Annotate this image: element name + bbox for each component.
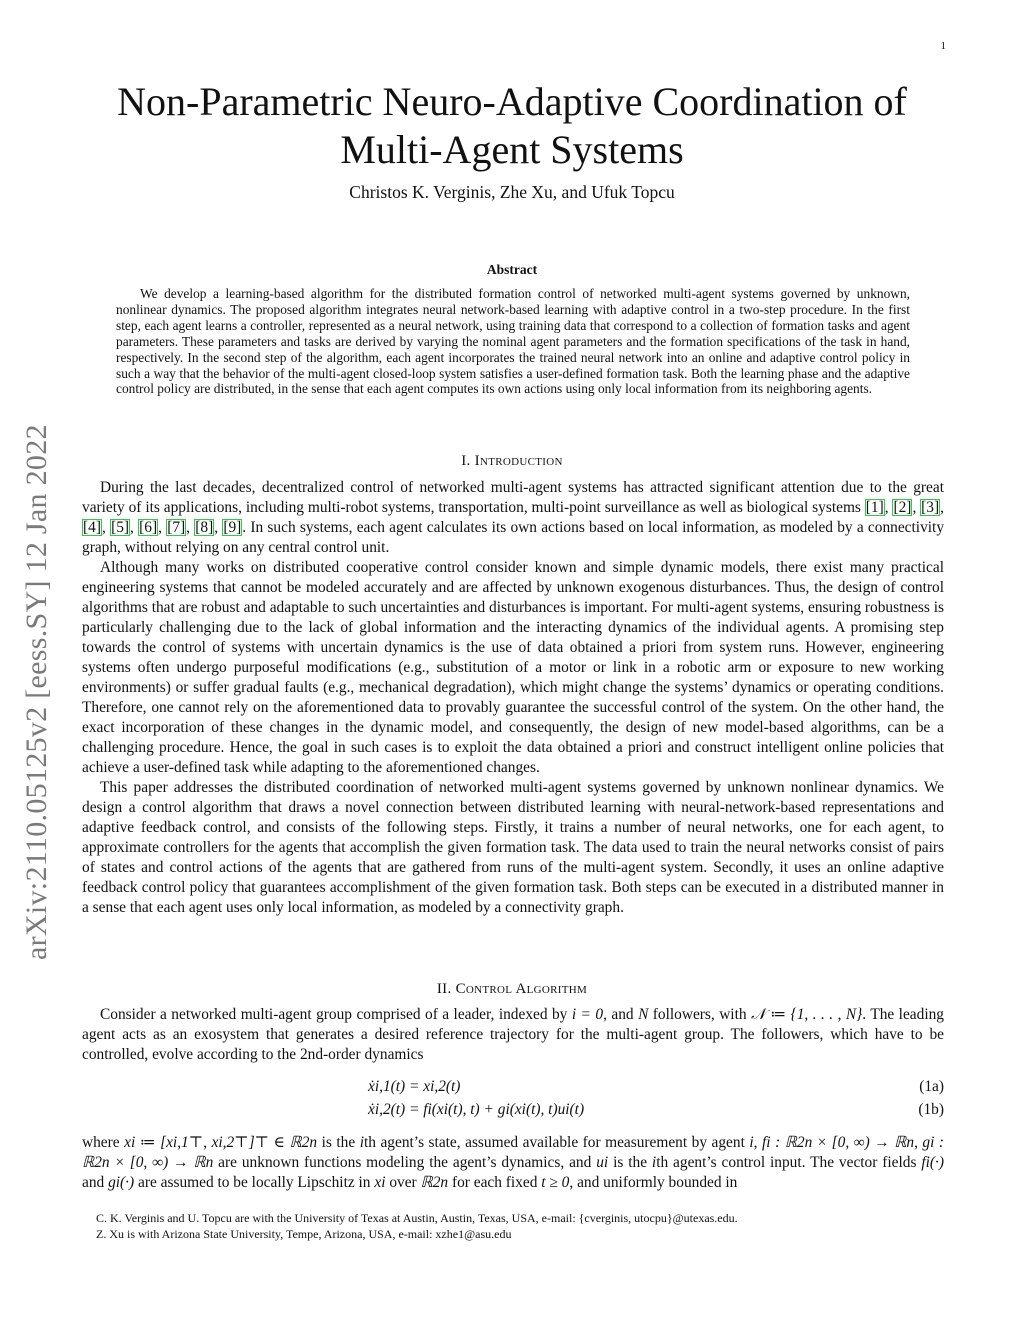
math-inline: fi : ℝ2n × [0, ∞) → ℝn [762, 1134, 915, 1151]
section-numeral: II. [436, 981, 456, 997]
math-inline: gi : ℝ2n × [0, ∞) → ℝn [82, 1134, 945, 1171]
citation-link[interactable]: [7] [167, 519, 186, 536]
text-run: are unknown functions modeling the agent’s dynamics, and [213, 1154, 597, 1171]
citation-link[interactable]: [8] [195, 519, 214, 536]
abstract-text: We develop a learning-based algorithm for the distributed formation control of networked multi-agent systems governed by unknown, nonlinear dynamics. The proposed algorithm integrates neural network-based learning with adaptive control in a two-step procedure. In the first step, each agent learns a controller, represented as a neural network, using training data that correspond to a collection of formation tasks and agent parameters. These parameters and tasks are derived by varying the nominal agent parameters and the formation specifications of the task in hand, respectively. In the second step of the algorithm, each agent incorporates the trained neural network into an online and adaptive control policy in such a way that the behavior of the multi-agent closed-loop system satisfies a user-defined formation task. Both the learning phase and the adaptive control policy are distributed, in the sense that each agent computes its own actions using only local information from its neighboring agents. [116, 286, 910, 397]
text-run: , and uniformly bounded in [569, 1174, 738, 1191]
text-run: where [82, 1134, 125, 1151]
text-run: , [914, 1134, 923, 1151]
text-run: for each fixed [448, 1174, 542, 1191]
equation-1b [82, 1101, 944, 1123]
math-inline: i [749, 1134, 754, 1151]
citation-link[interactable]: [6] [139, 519, 158, 536]
text-run: over [385, 1174, 421, 1191]
intro-p1-text-start: During the last decades, decentralized control of networked multi-agent systems has attracted significant attention due to the great variety of its applications, including multi-robot systems, transportation, multi-point surveillance as well as biological systems [82, 479, 944, 516]
introduction-body [82, 478, 944, 918]
title-line-2: Multi-Agent Systems [340, 127, 684, 172]
math-inline: i [359, 1134, 364, 1151]
math-inline: ui [596, 1154, 609, 1171]
footnotes [82, 1210, 944, 1242]
math-inline: fi(·) [921, 1154, 944, 1171]
text-run: is the [608, 1154, 652, 1171]
section-heading-control-algorithm [82, 981, 942, 998]
text-run: Consider a networked multi-agent group comprised of a leader, indexed by [100, 1006, 572, 1023]
control-paragraph-2-container [82, 1133, 944, 1193]
section-heading-introduction [82, 453, 942, 470]
equation-label: (1a) [919, 1078, 944, 1095]
text-run: and [82, 1174, 109, 1191]
citation-link[interactable]: [9] [223, 519, 242, 536]
intro-paragraph-3: This paper addresses the distributed coordination of networked multi-agent systems governed by unknown nonlinear dynamics. We design a control algorithm that draws a novel connection between distributed learning with neural-network-based representations and adaptive feedback control, and consists of the following steps. Firstly, it trains a number of neural networks, one for each agent, to approximate controllers for the agents that accomplish the given formation task. The data used to train the neural networks consist of pairs of states and control actions of the agents that are gathered from runs of the multi-agent system. Secondly, it uses an online adaptive feedback control policy that guarantees accomplishment of the given formation task. Both steps can be executed in a distributed manner in a sense that each agent uses only local information, as modeled by a connectivity graph. [82, 779, 944, 916]
citation-link[interactable]: [3] [921, 499, 940, 516]
text-run: , [753, 1134, 763, 1151]
citation-link[interactable]: [5] [111, 519, 130, 536]
section-title: Introduction [474, 453, 563, 469]
math-inline: ℝ2n [420, 1174, 449, 1191]
arxiv-stamp: arXiv:2110.05125v2 [eess.SY] 12 Jan 2022 [20, 424, 53, 960]
intro-paragraph-2: Although many works on distributed cooperative control consider known and simple dynamic models, there exist many practical engineering systems that cannot be modeled accurately and are affected by unknown exogenous disturbances. Thus, the design of control algorithms that are robust and adaptable to such uncertainties and disturbances is important. For multi-agent systems, ensuring robustness is particularly challenging due to the lack of global information and the interacting dynamics of the individual agents. A promising step towards the control of systems with uncertain dynamics is the use of data obtained a priori from system runs. However, engineering systems often undergo purposeful modifications (e.g., substitution of a motor or link in a robotic arm or exposure to new working environments) or suffer gradual faults (e.g., mechanical degradation), which might change the systems’ dynamics or operating conditions. Therefore, one cannot rely on the aforementioned data to provably guarantee the successful control of the system. On the other hand, the exact incorporation of these changes in the dynamic model, and consequently, the design of new model-based algorithms, can be a challenging procedure. Hence, the goal in such cases is to exploit the data obtained a priori and construct intelligent online policies that achieve a user-defined task while adapting to the aforementioned changes. [82, 559, 944, 776]
page-number: 1 [940, 40, 946, 52]
equation-1a [82, 1078, 944, 1100]
math-inline: 𝒩 ≔ {1, . . . , N} [751, 1006, 863, 1023]
citation-link[interactable]: [1] [865, 499, 884, 516]
text-run: is the [317, 1134, 360, 1151]
math-inline: gi(·) [108, 1174, 135, 1191]
math-inline: i [651, 1154, 657, 1171]
equation-body: ẋi,2(t) = fi(xi(t), t) + gi(xi(t), t)ui(t) [368, 1101, 585, 1118]
text-run: , and [603, 1006, 639, 1023]
text-run: . The leading agent acts as an exosystem that generates a desired reference trajectory for the multi-agent group. The followers, which have to be controlled, evolve according to the 2nd-order dynamics [82, 1006, 944, 1063]
abstract-heading: Abstract [486, 262, 538, 277]
control-algorithm-body [82, 1005, 944, 1065]
equation-label: (1b) [918, 1101, 944, 1118]
intro-paragraph-1: During the last decades, decentralized control of networked multi-agent systems has attracted significant attention due to the great variety of its applications, including multi-robot systems, transportation, multi-point surveillance as well as biological systems [1], [2], [3], [4], [5], [6], [7], [8], [9]. In such systems, each agent calculates its own actions based on local information, as modeled by a connectivity graph, without relying on any central control unit. [82, 479, 945, 556]
text-run: followers, with [648, 1006, 752, 1023]
section-title: Control Algorithm [455, 981, 588, 997]
math-inline: N [638, 1006, 649, 1023]
math-inline: xi ≔ [xi,1⊤, xi,2⊤]⊤ ∈ ℝ2n [124, 1134, 318, 1151]
text-run: are assumed to be locally Lipschitz in [134, 1174, 375, 1191]
math-inline: xi [374, 1174, 386, 1191]
citation-link[interactable]: [2] [893, 499, 912, 516]
author-list: Christos K. Verginis, Zhe Xu, and Ufuk Topcu [349, 182, 675, 202]
control-paragraph-2 [82, 1133, 944, 1193]
citation-link[interactable]: [4] [83, 519, 101, 536]
text-run: th agent’s control input. The vector fields [656, 1154, 922, 1171]
intro-p1-text-end: . In such systems, each agent calculates its own actions based on local information, as modeled by a connectivity graph, without relying on any central control unit. [82, 519, 945, 556]
equation-body: ẋi,1(t) = xi,2(t) [368, 1078, 461, 1095]
section-numeral: I. [461, 453, 475, 469]
footnote-2: Z. Xu is with Arizona State University, Tempe, Arizona, USA, e-mail: xzhe1@asu.edu [96, 1227, 512, 1241]
title-line-1: Non-Parametric Neuro-Adaptive Coordination of [117, 79, 907, 124]
paper-title [82, 78, 942, 174]
math-inline: i = 0 [571, 1006, 604, 1023]
math-inline: t ≥ 0 [541, 1174, 570, 1191]
control-paragraph-1 [82, 1005, 944, 1065]
text-run: th agent’s state, assumed available for measurement by agent [364, 1134, 750, 1151]
footnote-1: C. K. Verginis and U. Topcu are with the University of Texas at Austin, Austin, Texas, USA, e-mail: {cverginis, utocpu}@utexas.edu. [96, 1211, 738, 1225]
